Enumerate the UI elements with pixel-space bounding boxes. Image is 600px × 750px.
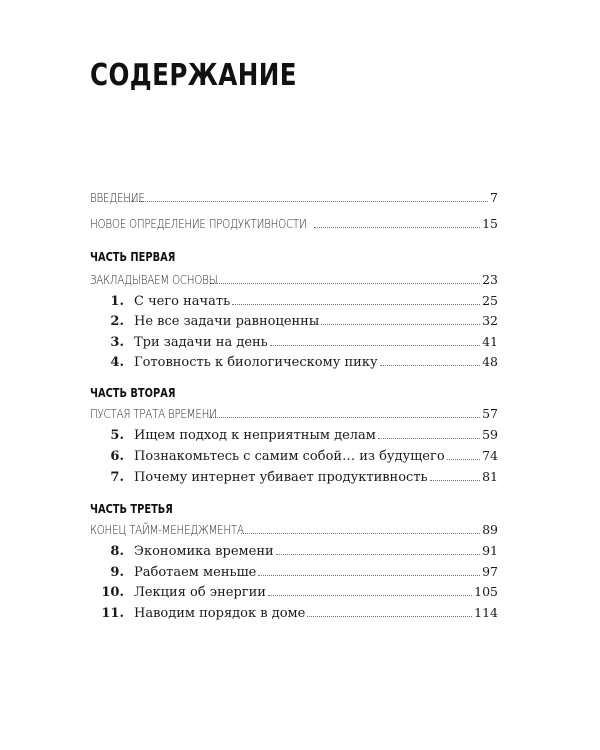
toc-entry-new-definition[interactable] <box>90 216 498 232</box>
chapter-title: С чего начать <box>134 294 231 309</box>
chapter-entry-11[interactable] <box>90 605 498 622</box>
part-heading-first[interactable] <box>90 272 498 288</box>
chapter-entry-5[interactable] <box>90 427 498 444</box>
chapter-title: Готовность к биологическому пику <box>134 355 378 370</box>
chapter-number: 7. <box>110 470 124 485</box>
dot-leader <box>307 615 472 617</box>
dot-leader <box>125 200 488 202</box>
chapter-number: 1. <box>110 294 124 309</box>
toc-page-number: 114 <box>474 605 498 620</box>
toc-page-number: 59 <box>482 427 498 442</box>
dot-leader <box>430 479 480 481</box>
chapter-number: 8. <box>110 544 124 559</box>
dot-leader <box>378 437 480 439</box>
chapter-number: 6. <box>110 449 124 464</box>
toc-page-number: 48 <box>482 354 498 369</box>
toc-page-number: 25 <box>482 293 498 308</box>
dot-leader <box>210 282 480 284</box>
toc-entry-text: НОВОЕ ОПРЕДЕЛЕНИЕ ПРОДУКТИВНОСТИ <box>90 217 307 231</box>
chapter-number: 10. <box>101 585 124 600</box>
toc-page-number: 15 <box>482 216 498 231</box>
dot-leader <box>232 303 480 305</box>
dot-leader <box>447 458 480 460</box>
chapter-number: 11. <box>101 606 124 621</box>
dot-leader <box>241 532 480 534</box>
toc-page-number: 89 <box>482 522 498 537</box>
chapter-number: 2. <box>110 314 124 329</box>
part-heading-text: ПУСТАЯ ТРАТА ВРЕМЕНИ <box>90 407 217 421</box>
dot-leader <box>314 226 480 228</box>
chapter-title: Не все задачи равноценны <box>134 314 320 329</box>
dot-leader <box>209 416 480 418</box>
part-label-third: ЧАСТЬ ТРЕТЬЯ <box>90 502 173 516</box>
toc-page-number: 74 <box>482 448 498 463</box>
dot-leader <box>258 574 480 576</box>
part-label-second: ЧАСТЬ ВТОРАЯ <box>90 386 176 400</box>
dot-leader <box>270 344 480 346</box>
toc-page-number: 105 <box>474 584 498 599</box>
chapter-entry-3[interactable] <box>90 334 498 351</box>
part-heading-text: КОНЕЦ ТАЙМ-МЕНЕДЖМЕНТА <box>90 523 244 537</box>
chapter-number: 3. <box>110 335 124 350</box>
toc-page-number: 32 <box>482 313 498 328</box>
chapter-title: Ищем подход к неприятным делам <box>134 428 376 443</box>
chapter-entry-4[interactable] <box>90 354 498 371</box>
toc-page-number: 91 <box>482 543 498 558</box>
part-heading-second[interactable] <box>90 406 498 422</box>
chapter-number: 9. <box>110 565 124 580</box>
chapter-title: Познакомьтесь с самим собой… из будущего <box>134 449 445 464</box>
chapter-title: Работаем меньше <box>134 565 257 580</box>
toc-page-number: 57 <box>482 406 498 421</box>
chapter-number: 4. <box>110 355 124 370</box>
part-heading-third[interactable] <box>90 522 498 538</box>
dot-leader <box>380 364 480 366</box>
toc-page-number: 23 <box>482 272 498 287</box>
chapter-entry-6[interactable] <box>90 448 498 465</box>
chapter-number: 5. <box>110 428 124 443</box>
chapter-title: Экономика времени <box>134 544 274 559</box>
dot-leader <box>276 553 480 555</box>
toc-page-number: 97 <box>482 564 498 579</box>
toc-page-number: 7 <box>490 190 498 205</box>
chapter-entry-7[interactable] <box>90 469 498 486</box>
toc-page-number: 81 <box>482 469 498 484</box>
chapter-entry-1[interactable] <box>90 293 498 310</box>
toc-entry-introduction[interactable] <box>90 190 498 206</box>
toc-page-number: 41 <box>482 334 498 349</box>
chapter-entry-2[interactable] <box>90 313 498 330</box>
part-label-first: ЧАСТЬ ПЕРВАЯ <box>90 250 176 264</box>
chapter-title: Три задачи на день <box>134 335 268 350</box>
chapter-entry-8[interactable] <box>90 543 498 560</box>
dot-leader <box>268 594 472 596</box>
chapter-title: Почему интернет убивает продуктивность <box>134 470 428 485</box>
chapter-title: Наводим порядок в доме <box>134 606 306 621</box>
chapter-entry-9[interactable] <box>90 564 498 581</box>
page-title: СОДЕРЖАНИЕ <box>90 58 297 93</box>
dot-leader <box>321 323 480 325</box>
toc-entry-text: ВВЕДЕНИЕ <box>90 191 145 205</box>
chapter-title: Лекция об энергии <box>134 585 266 600</box>
part-heading-text: ЗАКЛАДЫВАЕМ ОСНОВЫ <box>90 273 218 287</box>
chapter-entry-10[interactable] <box>90 584 498 601</box>
